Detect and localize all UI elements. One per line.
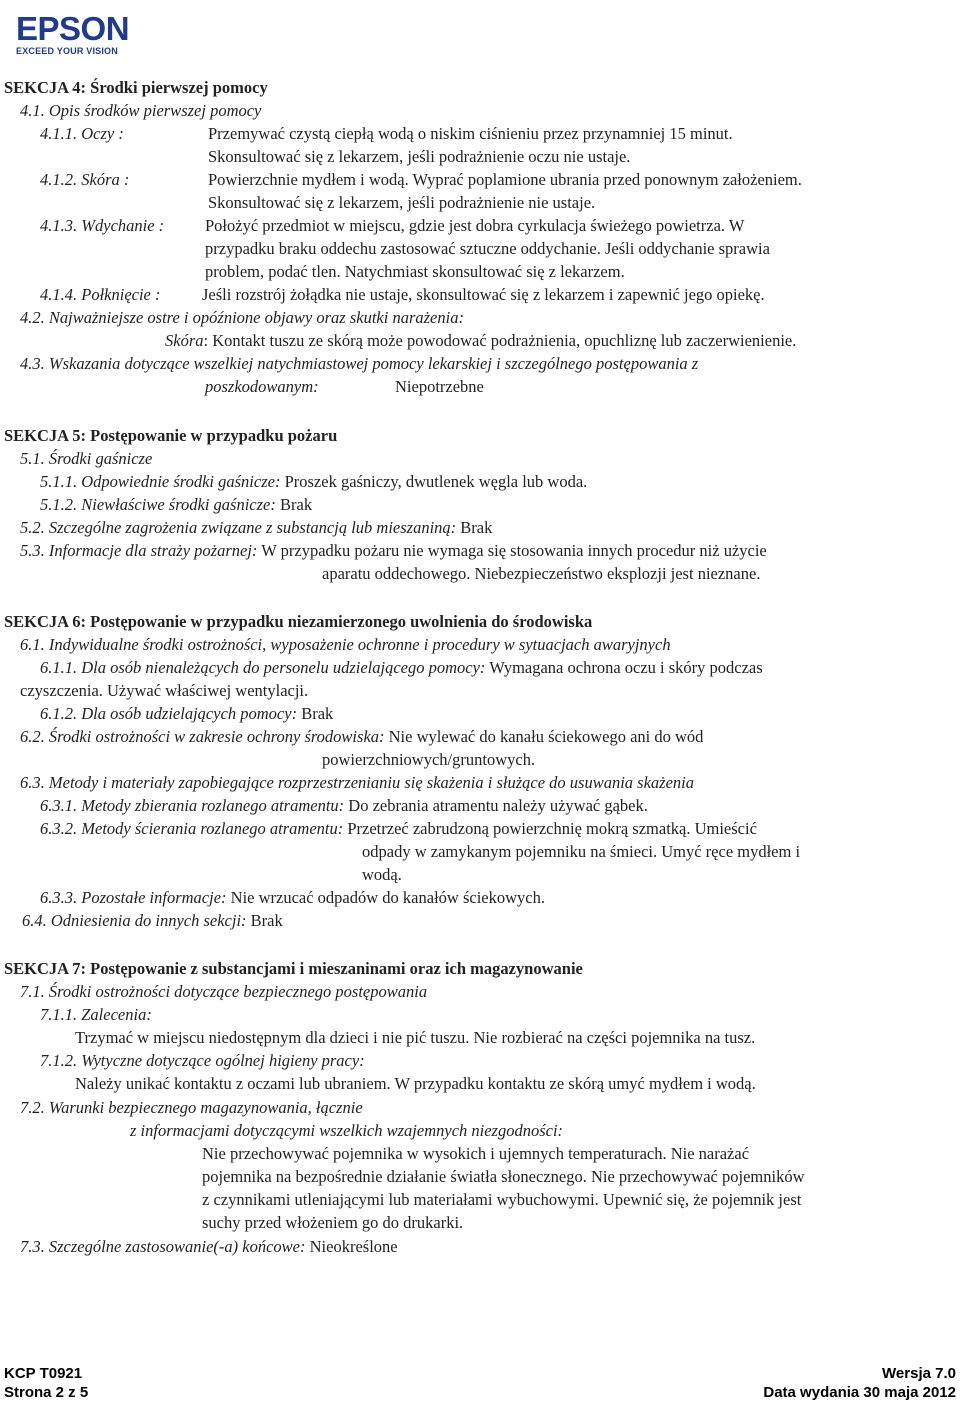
label-6-1-2: 6.1.2. Dla osób udzielających pomocy:	[40, 704, 298, 723]
text-4-2	[165, 330, 796, 352]
section-6-title: SEKCJA 6: Postępowanie w przypadku niezamierzonego uwolnienia do środowiska	[4, 612, 593, 631]
row-5-2	[20, 517, 492, 539]
heading-6-3: 6.3. Metody i materiały zapobiegające rozprzestrzenianiu się skażenia i służące do usuwania skażenia	[20, 773, 694, 792]
heading-7-2-line1: 7.2. Warunki bezpiecznego magazynowania, łącznie	[20, 1098, 363, 1117]
footer-version: Wersja 7.0	[882, 1365, 956, 1382]
value-6-2-line1: Nie wylewać do kanału ściekowego ani do wód	[388, 727, 704, 746]
row-7-3	[20, 1236, 398, 1258]
text-4-1-3-line3: problem, podać tlen. Natychmiast skonsultować się z lekarzem.	[205, 262, 625, 281]
value-6-1-1-line1: Wymagana ochrona oczu i skóry podczas	[489, 658, 763, 677]
label-7-3: 7.3. Szczególne zastosowanie(-a) końcowe:	[20, 1237, 306, 1256]
label-6-4: 6.4. Odniesienia do innych sekcji:	[22, 911, 247, 930]
label-5-1-1: 5.1.1. Odpowiednie środki gaśnicze:	[40, 472, 281, 491]
label-6-3-2: 6.3.2. Metody ścierania rozlanego atramentu:	[40, 819, 344, 838]
label-6-3-1: 6.3.1. Metody zbierania rozlanego atramentu:	[40, 796, 345, 815]
label-6-2: 6.2. Środki ostrożności w zakresie ochrony środowiska:	[20, 727, 385, 746]
logo-tagline: EXCEED YOUR VISION	[16, 46, 118, 56]
label-4-1-2: 4.1.2. Skóra :	[40, 170, 130, 189]
value-4-2-skora: : Kontakt tuszu ze skórą może powodować podrażnienia, opuchliznę lub zaczerwienienie.	[203, 331, 797, 350]
label-5-1-2: 5.1.2. Niewłaściwe środki gaśnicze:	[40, 495, 276, 514]
row-5-3	[20, 540, 767, 562]
value-5-3-line1: W przypadku pożaru nie wymaga się stosowania innych procedur niż użycie	[261, 541, 767, 560]
value-6-3-2-line1: Przetrzeć zabrudzoną powierzchnię mokrą szmatką. Umieścić	[347, 819, 757, 838]
text-4-1-2-line2: Skonsultować się z lekarzem, jeśli podrażnienie nie ustaje.	[208, 193, 596, 212]
heading-4-2: 4.2. Najważniejsze ostre i opóźnione objawy oraz skutki narażenia:	[20, 308, 464, 327]
value-6-1-1-line2: czyszczenia. Używać właściwej wentylacji.	[20, 681, 309, 700]
label-4-1-1: 4.1.1. Oczy :	[40, 124, 124, 143]
epson-logo	[16, 12, 136, 57]
value-5-1-1: Proszek gaśniczy, dwutlenek węgla lub woda.	[284, 472, 588, 491]
row-5-1-1	[40, 471, 587, 493]
label-4-2-skora: Skóra	[165, 331, 204, 350]
row-6-1-1	[40, 657, 763, 679]
value-7-2-line4: suchy przed włożeniem go do drukarki.	[202, 1213, 464, 1232]
heading-7-1-1: 7.1.1. Zalecenia:	[40, 1005, 152, 1024]
row-6-3-1	[40, 795, 648, 817]
text-4-1-1-line2: Skonsultować się z lekarzem, jeśli podrażnienie oczu nie ustaje.	[208, 147, 631, 166]
value-6-3-2-line3: wodą.	[362, 865, 402, 884]
label-4-1-4: 4.1.4. Połknięcie :	[40, 285, 161, 304]
value-6-3-2-line2: odpady w zamykanym pojemniku na śmieci. Umyć ręce mydłem i	[362, 842, 801, 861]
value-7-1-1: Trzymać w miejscu niedostępnym dla dzieci i nie pić tuszu. Nie rozbierać na części pojemnika na tusz.	[75, 1028, 756, 1047]
text-4-1-1-line1: Przemywać czystą ciepłą wodą o niskim ciśnieniu przez przynamniej 15 minut.	[208, 124, 733, 143]
value-7-3: Nieokreślone	[309, 1237, 398, 1256]
row-6-3-2	[40, 818, 757, 840]
text-4-1-2-line1: Powierzchnie mydłem i wodą. Wyprać poplamione ubrania przed ponownym założeniem.	[208, 170, 802, 189]
label-4-1-3: 4.1.3. Wdychanie :	[40, 216, 165, 235]
section-7-title: SEKCJA 7: Postępowanie z substancjami i mieszaninami oraz ich magazynowanie	[4, 959, 583, 978]
heading-7-1-2: 7.1.2. Wytyczne dotyczące ogólnej higieny pracy:	[40, 1051, 365, 1070]
label-5-3: 5.3. Informacje dla straży pożarnej:	[20, 541, 258, 560]
value-6-3-3: Nie wrzucać odpadów do kanałów ściekowych.	[230, 888, 545, 907]
row-5-1-2	[40, 494, 312, 516]
row-6-1-2	[40, 703, 333, 725]
footer-page-number: Strona 2 z 5	[4, 1384, 89, 1401]
value-6-2-line2: powierzchniowych/gruntowych.	[322, 750, 536, 769]
value-6-3-1: Do zebrania atramentu należy używać gąbek.	[348, 796, 648, 815]
heading-7-1: 7.1. Środki ostrożności dotyczące bezpiecznego postępowania	[20, 982, 428, 1001]
footer-issue-date: Data wydania 30 maja 2012	[763, 1384, 956, 1401]
label-5-2: 5.2. Szczególne zagrożenia związane z substancją lub mieszaniną:	[20, 518, 457, 537]
value-4-3: Niepotrzebne	[395, 377, 484, 396]
row-6-2	[20, 726, 703, 748]
value-5-3-line2: aparatu oddechowego. Niebezpieczeństwo eksplozji jest nieznane.	[322, 564, 761, 583]
row-6-3-3	[40, 887, 545, 909]
value-5-2: Brak	[460, 518, 493, 537]
value-5-1-2: Brak	[280, 495, 313, 514]
value-7-1-2: Należy unikać kontaktu z oczami lub ubraniem. W przypadku kontaktu ze skórą umyć mydłem i wodą.	[75, 1074, 756, 1093]
heading-5-1: 5.1. Środki gaśnicze	[20, 449, 153, 468]
label-6-3-3: 6.3.3. Pozostałe informacje:	[40, 888, 227, 907]
section-4-title: SEKCJA 4: Środki pierwszej pomocy	[4, 78, 268, 97]
heading-4-3-line2: poszkodowanym:	[205, 377, 319, 396]
section-5-title: SEKCJA 5: Postępowanie w przypadku pożaru	[4, 426, 338, 445]
heading-6-1: 6.1. Indywidualne środki ostrożności, wyposażenie ochronne i procedury w sytuacjach awaryjnych	[20, 635, 671, 654]
value-7-2-line3: z czynnikami utleniającymi lub materiałami wybuchowymi. Upewnić się, że pojemnik jest	[202, 1190, 802, 1209]
value-6-1-2: Brak	[301, 704, 334, 723]
text-4-1-4: Jeśli rozstrój żołądka nie ustaje, skonsultować się z lekarzem i zapewnić jego opiekę.	[202, 285, 765, 304]
footer-product-code: KCP T0921	[4, 1365, 83, 1382]
logo-brand: EPSON	[16, 10, 130, 47]
row-6-4	[22, 910, 283, 932]
heading-4-1: 4.1. Opis środków pierwszej pomocy	[20, 101, 262, 120]
heading-4-3-line1: 4.3. Wskazania dotyczące wszelkiej natychmiastowej pomocy lekarskiej i szczególnego postępowania z	[20, 354, 699, 373]
value-7-2-line2: pojemnika na bezpośrednie działanie światła słonecznego. Nie przechowywać pojemników	[202, 1167, 805, 1186]
value-7-2-line1: Nie przechowywać pojemnika w wysokich i ujemnych temperaturach. Nie narażać	[202, 1144, 750, 1163]
text-4-1-3-line1: Położyć przedmiot w miejscu, gdzie jest dobra cyrkulacja świeżego powietrza. W	[205, 216, 745, 235]
heading-7-2-line2: z informacjami dotyczącymi wszelkich wzajemnych niezgodności:	[130, 1121, 564, 1140]
label-6-1-1: 6.1.1. Dla osób nienależących do personelu udzielającego pomocy:	[40, 658, 486, 677]
value-6-4: Brak	[250, 911, 283, 930]
text-4-1-3-line2: przypadku braku oddechu zastosować sztuczne oddychanie. Jeśli oddychanie sprawia	[205, 239, 770, 258]
